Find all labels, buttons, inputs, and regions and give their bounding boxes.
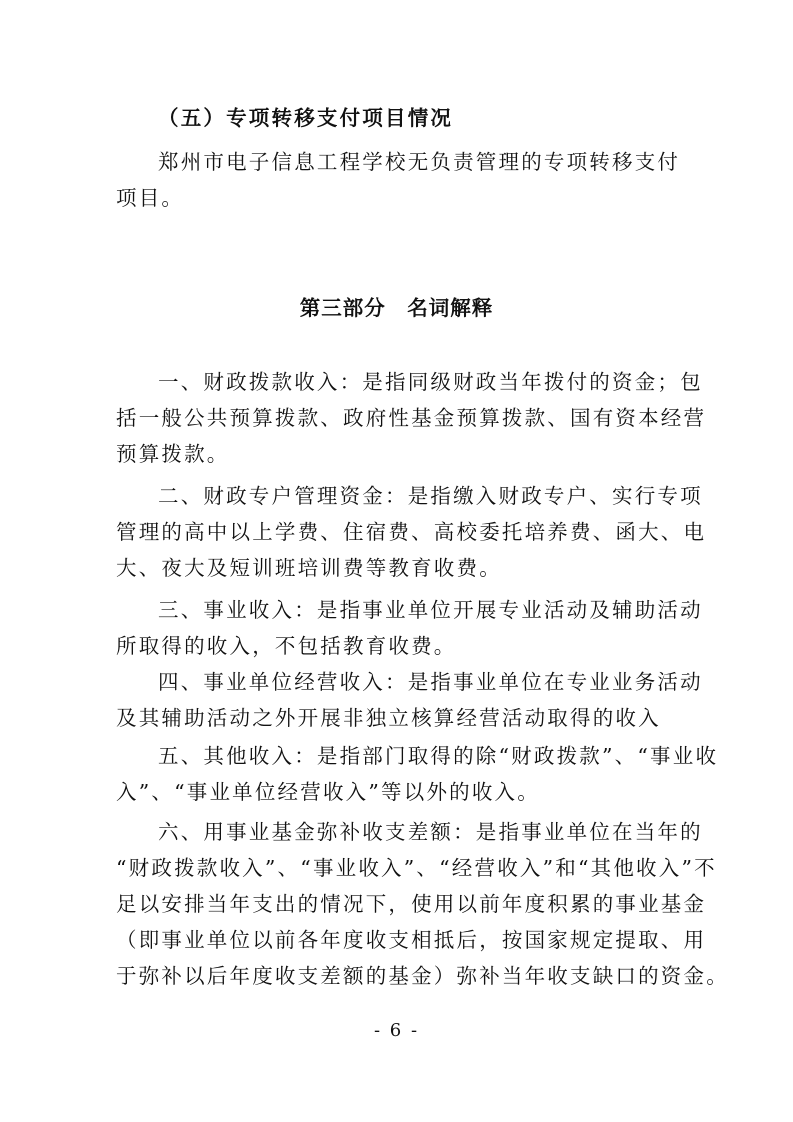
definition-line: 于弥补以后年度收支差额的基金）弥补当年收支缺口的资金。 [116, 964, 729, 988]
page-number: - 6 - [373, 1020, 420, 1041]
definition-line: （即事业单位以前各年度收支相抵后，按国家规定提取、用 [116, 928, 707, 952]
definition-line: 管理的高中以上学费、住宿费、高校委托培养费、函大、电 [116, 520, 707, 544]
definition-line: 及其辅助活动之外开展非独立核算经营活动取得的收入 [116, 706, 661, 730]
definition-line: 所取得的收入，不包括教育收费。 [116, 634, 457, 658]
definition-line: 二、财政专户管理资金：是指缴入财政专户、实行专项 [158, 484, 703, 508]
definition-line: 入”、“事业单位经营收入”等以外的收入。 [116, 780, 540, 804]
definition-line: 三、事业收入：是指事业单位开展专业活动及辅助活动 [158, 598, 703, 622]
paragraph-line: 项目。 [116, 186, 185, 210]
paragraph-line: 郑州市电子信息工程学校无负责管理的专项转移支付 [158, 150, 681, 174]
definition-line: 五、其他收入：是指部门取得的除“财政拨款”、“事业收 [158, 744, 719, 768]
part-title: 第三部分 名词解释 [299, 296, 494, 320]
definition-line: “财政拨款收入”、“事业收入”、“经营收入”和“其他收入”不 [116, 856, 717, 880]
definition-line: 括一般公共预算拨款、政府性基金预算拨款、国有资本经营 [116, 406, 707, 430]
definition-line: 六、用事业基金弥补收支差额：是指事业单位在当年的 [158, 820, 703, 844]
definition-line: 大、夜大及短训班培训费等教育收费。 [116, 556, 502, 580]
definition-line: 预算拨款。 [116, 442, 230, 466]
definition-line: 足以安排当年支出的情况下，使用以前年度积累的事业基金 [116, 892, 707, 916]
definition-line: 四、事业单位经营收入：是指事业单位在专业业务活动 [158, 670, 703, 694]
definition-line: 一、财政拨款收入：是指同级财政当年拨付的资金；包 [158, 370, 703, 394]
section-heading: （五）专项转移支付项目情况 [158, 106, 454, 130]
